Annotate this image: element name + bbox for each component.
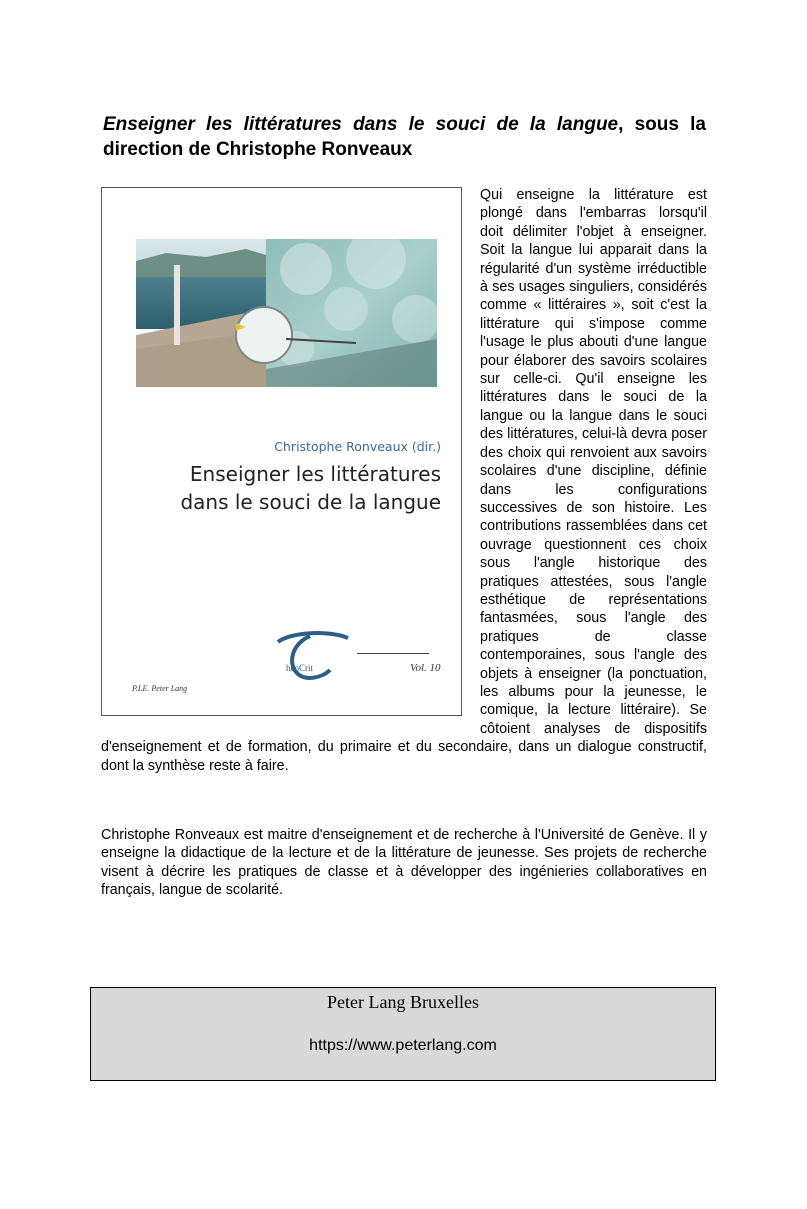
- cover-photo: [136, 239, 437, 387]
- cover-volume: Vol. 10: [410, 662, 441, 674]
- book-title: Enseigner les littératures dans le souci de la langue: [103, 114, 619, 135]
- series-logo: [270, 628, 356, 684]
- cover-title: [180, 460, 441, 516]
- author-bio: Christophe Ronveaux est maitre d'enseignement et de recherche à l'Université de Genève. Il y enseigne la didactique de la lecture et de la littérature de jeunesse. Ses projets de recherche visent à décrire les pratiques de classe et à développer des ingénieries collaboratives en français, langue de scolarité.: [101, 827, 707, 899]
- publisher-url[interactable]: https://www.peterlang.com: [309, 1037, 497, 1054]
- publisher-box: [90, 987, 716, 1081]
- book-cover: [101, 187, 462, 716]
- cover-title-line2: dans le souci de la langue: [180, 490, 441, 514]
- description-block: [101, 186, 707, 775]
- cover-rule: [357, 653, 429, 654]
- cover-series: héoCrit: [286, 663, 313, 673]
- cover-publisher: P.I.E. Peter Lang: [132, 684, 188, 693]
- cover-author: Christophe Ronveaux (dir.): [274, 439, 441, 454]
- editor-line: , sous la direction de Christophe Ronveaux: [103, 114, 706, 160]
- cover-title-line1: Enseigner les littératures: [189, 462, 441, 486]
- description-text: Qui enseigne la littérature est plongé dans l'embarras lorsqu'il doit délimiter l'objet à enseigner. Soit la langue lui apparait dans la régularité d'un système irréductible à ses usages singuliers, considérés comme « littéraires », soit c'est la littérature qui s'impose comme l'usage le plus abouti d'une langue pour élaborer des savoirs scolaires sur celle-ci. Qu'il enseigne les littératures dans le souci de la langue ou la langue dans le souci des littératures, celui-là devra poser des choix qui renvoient aux savoirs scolaires d'une discipline, définie dans les configurations successives de son histoire. Les contributions rassemblées dans cet ouvrage questionnent ces choix sous l'angle historique des pratiques attestées, sous l'angle esthétique de représentations fantasmées, sous l'angle des pratiques de classe contemporaines, sous l'angle des objets à enseigner (la ponctuation, les albums pour la jeunesse, le comique, la lecture littéraire). Se côtoient analyses de dispositifs d'enseignement et de formation, du primaire et du secondaire, dans un dialogue constructif, dont la synthèse reste à faire.: [101, 187, 707, 774]
- page-title: [103, 112, 706, 162]
- publisher-name: Peter Lang Bruxelles: [327, 992, 479, 1012]
